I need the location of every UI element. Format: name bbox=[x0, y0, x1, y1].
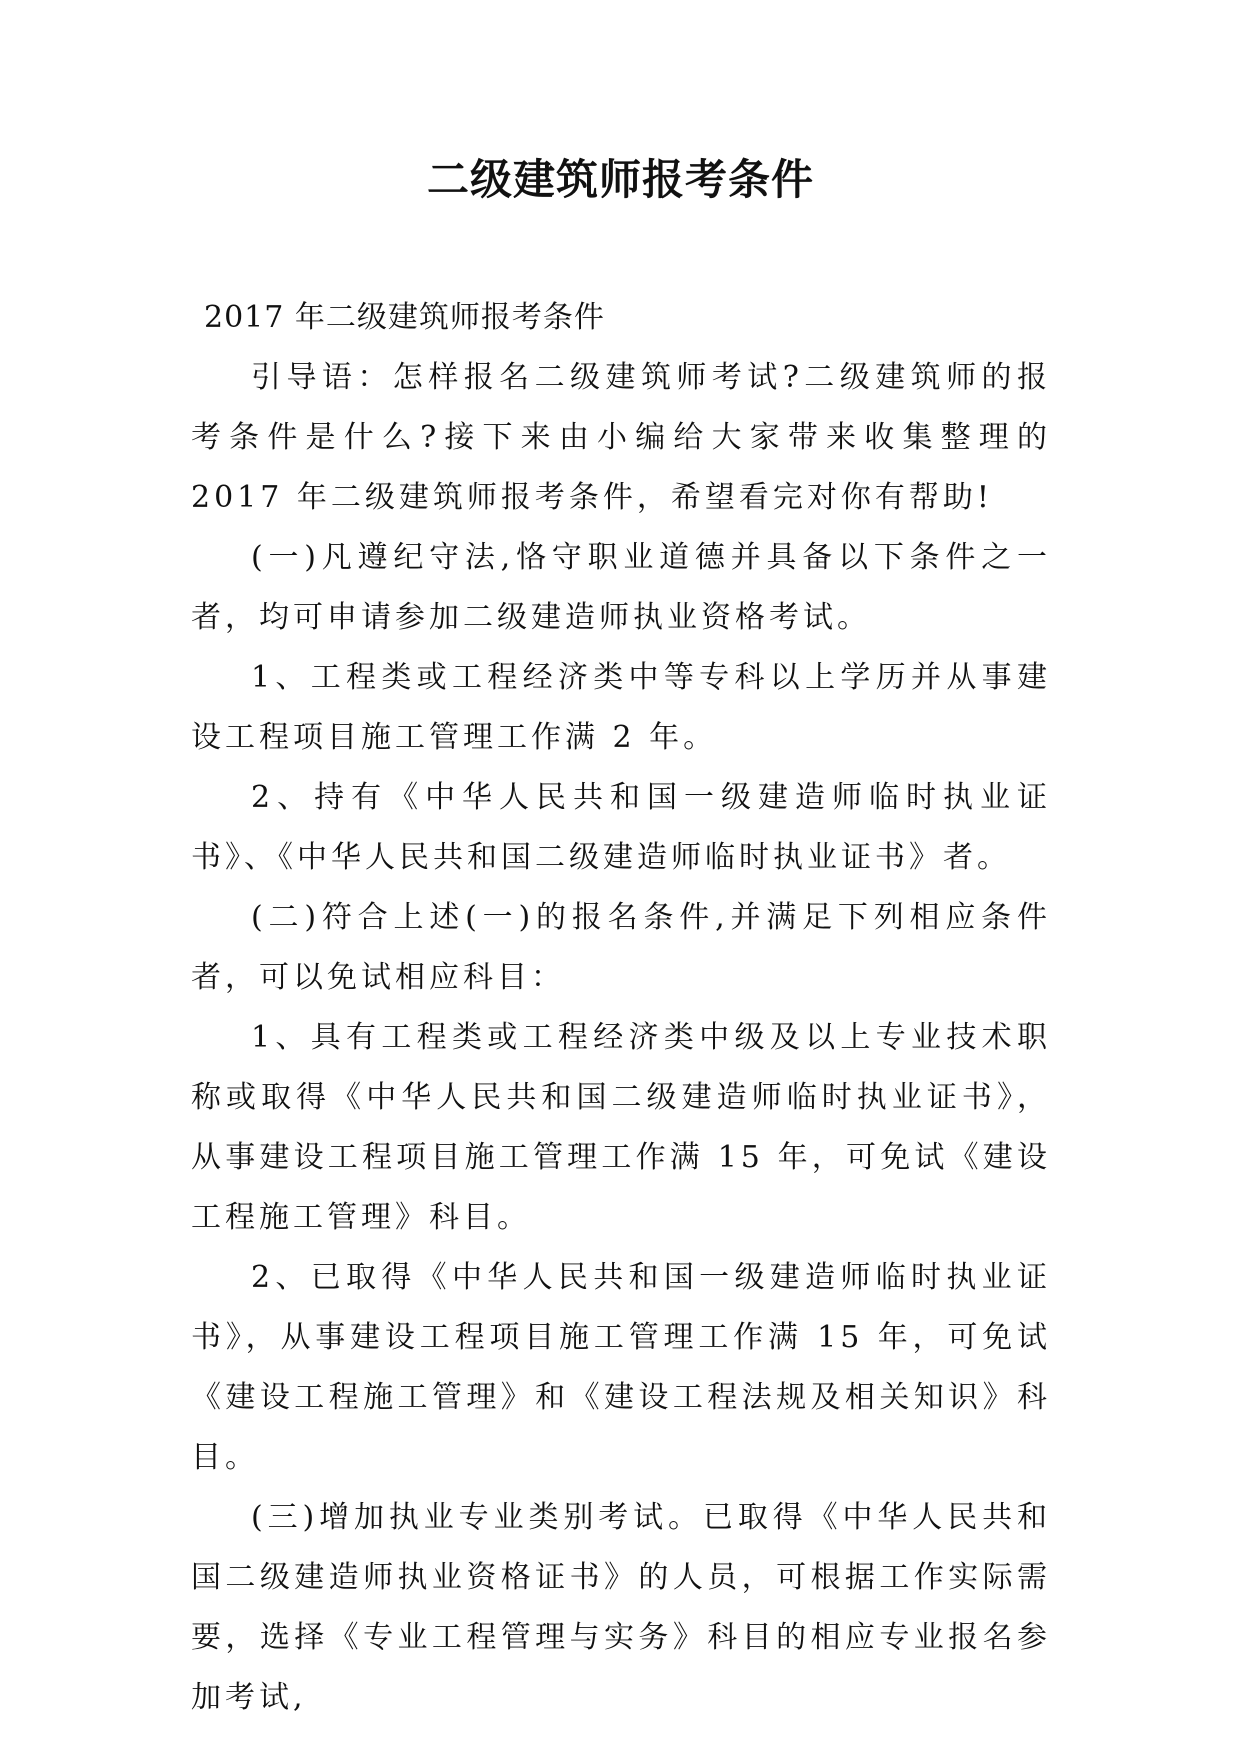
document-subtitle: 2017 年二级建筑师报考条件 bbox=[204, 300, 605, 335]
paragraph-exemption-1: 1、具有工程类或工程经济类中级及以上专业技术职称或取得《中华人民共和国二级建造师临时执业证书》，从事建设工程项目施工管理工作满 15 年，可免试《建设工程施工管理》科目。 bbox=[191, 1020, 1051, 1235]
paragraph-intro: 引导语：怎样报名二级建筑师考试?二级建筑师的报考条件是什么?接下来由小编给大家带来收集整理的 2017 年二级建筑师报考条件，希望看完对你有帮助! bbox=[191, 360, 1051, 515]
paragraph-exemption-2: 2、已取得《中华人民共和国一级建造师临时执业证书》，从事建设工程项目施工管理工作满 15 年，可免试《建设工程施工管理》和《建设工程法规及相关知识》科目。 bbox=[191, 1260, 1051, 1475]
paragraph-section-2: (二)符合上述(一)的报名条件,并满足下列相应条件者，可以免试相应科目： bbox=[191, 900, 1051, 995]
paragraph-section-1: (一)凡遵纪守法,恪守职业道德并具备以下条件之一者，均可申请参加二级建造师执业资格考试。 bbox=[191, 540, 1051, 635]
paragraph-condition-1: 1、工程类或工程经济类中等专科以上学历并从事建设工程项目施工管理工作满 2 年。 bbox=[191, 660, 1051, 755]
paragraph-section-3: (三)增加执业专业类别考试。已取得《中华人民共和国二级建造师执业资格证书》的人员，可根据工作实际需要，选择《专业工程管理与实务》科目的相应专业报名参加考试, bbox=[191, 1500, 1051, 1715]
document-body bbox=[191, 288, 1051, 1728]
document-title: 二级建筑师报考条件 bbox=[426, 155, 814, 204]
paragraph-condition-2: 2、持有《中华人民共和国一级建造师临时执业证书》、《中华人民共和国二级建造师临时执业证书》者。 bbox=[191, 780, 1051, 875]
